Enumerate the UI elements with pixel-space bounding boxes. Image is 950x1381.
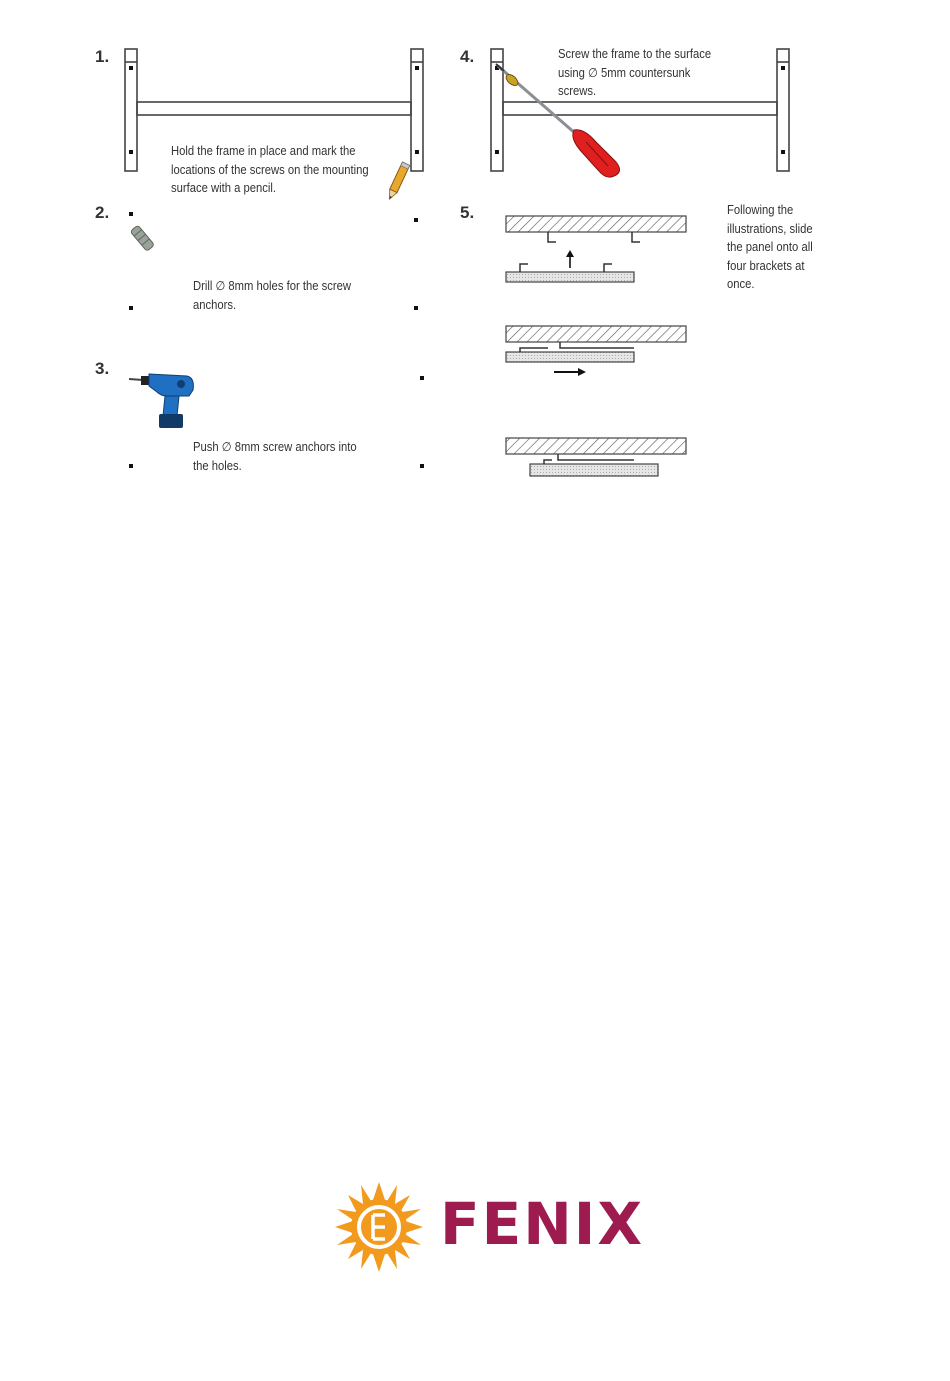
step-3-instruction: Push ∅ 8mm screw anchors into the holes. [193,440,357,473]
step-3-number: 3. [95,359,110,378]
marker-dot [420,376,424,380]
step-2-instruction: Drill ∅ 8mm holes for the screw anchors. [193,279,351,312]
power-drill-icon [127,370,199,432]
step-2-number: 2. [95,203,110,222]
sun-logo-icon [335,1182,423,1272]
marker-dot [129,464,133,468]
marker-dot [414,306,418,310]
brand-name: FENIX [440,1190,645,1258]
step-4-instruction: Screw the frame to the surface using ∅ 5mm countersunk screws. [558,47,712,98]
pencil-icon [383,158,413,204]
marker-dot [420,464,424,468]
marker-dot [414,218,418,222]
screw-anchor-icon [128,222,158,256]
step-4-number: 4. [460,47,475,66]
step-1-instruction: Hold the frame in place and mark the locations of the screws on the mounting surface with a pencil. [171,144,369,195]
marker-dot [129,306,133,310]
step-5-instruction: Following the illustrations, slide the panel onto all four brackets at once. [727,203,813,291]
marker-dot [129,212,133,216]
step-1-number: 1. [95,47,110,66]
panel-bracket-diagram-icon [500,210,692,482]
step-5-number: 5. [460,203,475,222]
screwdriver-icon [492,58,628,180]
